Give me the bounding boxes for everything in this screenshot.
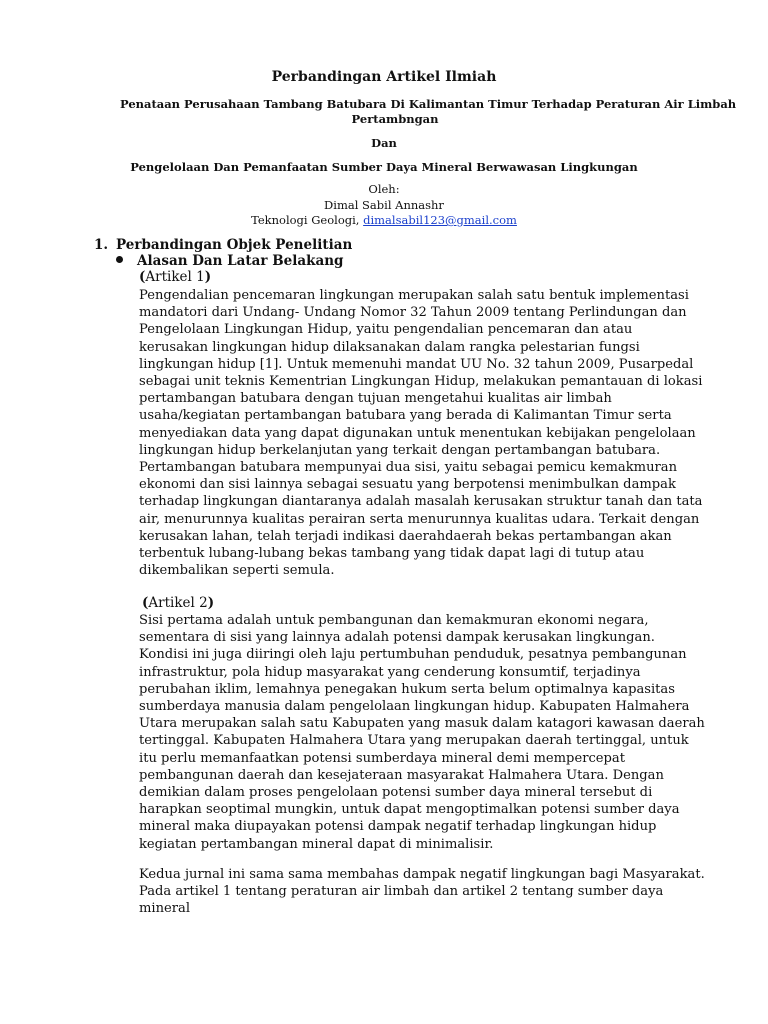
paragraph-line: kerusakan lingkungan hidup dilaksanakan dalam rangka pelestarian fungsi [139,339,640,355]
article1-title-line2: Pertambngan [351,112,439,126]
paragraph-line: lingkungan hidup berkelanjutan yang terkait dengan pertambangan batubara. [139,442,661,458]
paragraph-line: demikian dalam proses pengelolaan potensi sumber daya mineral tersebut di [139,785,653,801]
conjunction-dan: Dan [371,136,397,150]
paragraph-line: harapkan seoptimal mungkin, untuk dapat mengoptimalkan potensi sumber daya [139,802,680,818]
paragraph-line: mandatori dari Undang- Undang Nomor 32 Tahun 2009 tentang Perlindungan dan [139,305,687,321]
paragraph-line: pembangunan daerah dan kesejateraan masyarakat Halmahera Utara. Dengan [139,767,664,783]
affiliation-text: Teknologi Geologi, [251,213,364,227]
paragraph-line: itu perlu memanfaatkan potensi sumberdaya mineral demi mempercepat [139,750,625,766]
article2-title: Pengelolaan Dan Pemanfaatan Sumber Daya Mineral Berwawasan Lingkungan [130,160,638,174]
paragraph-line: sumberdaya manusia dalam pengelolaan lingkungan hidup. Kabupaten Halmahera [139,699,690,715]
artikel2-paragraph [139,612,729,853]
paragraph-line: mineral [139,901,191,917]
conclusion-paragraph [139,866,729,918]
paragraph-line: Utara merupakan salah satu Kabupaten yang masuk dalam katagori kawasan daerah [139,716,705,732]
paragraph-line: terhadap lingkungan diantaranya adalah masalah kerusakan struktur tanah dan tata [139,494,703,510]
paragraph-line: ekonomi dan sisi lainnya sebagai sesuatu yang berpotensi menimbulkan dampak [139,477,676,493]
section-heading [94,237,352,253]
artikel2-label-text: Artikel 2 [148,595,208,611]
artikel1-label: (Artikel 1) [139,269,212,285]
paragraph-line: pertambangan batubara dengan tujuan mengetahui kualitas air limbah [139,391,612,407]
oleh-label: Oleh: [368,182,400,196]
paragraph-line: kegiatan pertambangan mineral dapat di minimalisir. [139,836,494,852]
artikel2-label: (Artikel 2) [142,595,215,611]
author-block [0,182,768,229]
paragraph-line: sebagai unit teknis Kementrian Lingkungan Hidup, melakukan pemantauan di lokasi [139,374,703,390]
paragraph-line: menyediakan data yang dapat digunakan untuk menentukan kebijakan pengelolaan [139,425,696,441]
paragraph-line: air, menurunnya kualitas perairan serta menurunnya kualitas udara. Terkait dengan [139,511,700,527]
bullet-heading [116,253,343,269]
paragraph-line: mineral maka diupayakan potensi dampak negatif terhadap lingkungan hidup [139,819,657,835]
author-affiliation [0,213,768,229]
artikel1-paragraph [139,287,729,579]
section-title: Perbandingan Objek Penelitian [116,237,353,253]
article1-title [120,97,737,127]
paragraph-line: dikembalikan seperti semula. [139,563,335,579]
paragraph-line: Pengendalian pencemaran lingkungan merupakan salah satu bentuk implementasi [139,288,689,303]
paragraph-line: Sisi pertama adalah untuk pembangunan dan kemakmuran ekonomi negara, [139,613,649,628]
artikel1-label-text: Artikel 1 [145,269,205,285]
article1-title-line1: Penataan Perusahaan Tambang Batubara Di Kalimantan Timur Terhadap Peraturan Air Limbah [120,97,737,111]
paragraph-line: lingkungan hidup [1]. Untuk memenuhi mandat UU No. 32 tahun 2009, Pusarpedal [139,356,694,372]
paragraph-line: infrastruktur, pola hidup masyarakat yang cenderung konsumtif, terjadinya [139,664,641,680]
paragraph-line: kerusakan lahan, telah terjadi indikasi daerahdaerah bekas pertambangan akan [139,528,672,544]
paragraph-line: usaha/kegiatan pertambangan batubara yang berada di Kalimantan Timur serta [139,408,672,424]
paragraph-line: tertinggal. Kabupaten Halmahera Utara yang merupakan daerah tertinggal, untuk [139,733,689,749]
bullet-heading-text: Alasan Dan Latar Belakang [137,253,344,269]
paragraph-line: terbentuk lubang-lubang bekas tambang yang tidak dapat lagi di tutup atau [139,546,645,562]
author-email-link[interactable]: dimalsabil123@gmail.com [363,213,517,227]
document-title: Perbandingan Artikel Ilmiah [271,69,497,85]
paragraph-line: Kondisi ini juga diiringi oleh laju pertumbuhan penduduk, pesatnya pembangunan [139,647,687,663]
paragraph-line: Kedua jurnal ini sama sama membahas dampak negatif lingkungan bagi Masyarakat. [139,867,705,882]
section-number: 1. [94,237,109,253]
author-name: Dimal Sabil Annashr [324,197,444,212]
paragraph-line: Pertambangan batubara mempunyai dua sisi, yaitu sebagai pemicu kemakmuran [139,460,678,476]
paragraph-line: sementara di sisi yang lainnya adalah potensi dampak kerusakan lingkungan. [139,630,655,646]
paragraph-line: Pada artikel 1 tentang peraturan air limbah dan artikel 2 tentang sumber daya [139,884,664,900]
paragraph-line: perubahan iklim, lemahnya penegakan hukum serta belum optimalnya kapasitas [139,681,675,697]
paragraph-line: Pengelolaan Lingkungan Hidup, yaitu pengendalian pencemaran dan atau [139,322,633,338]
bullet-icon [116,256,123,263]
